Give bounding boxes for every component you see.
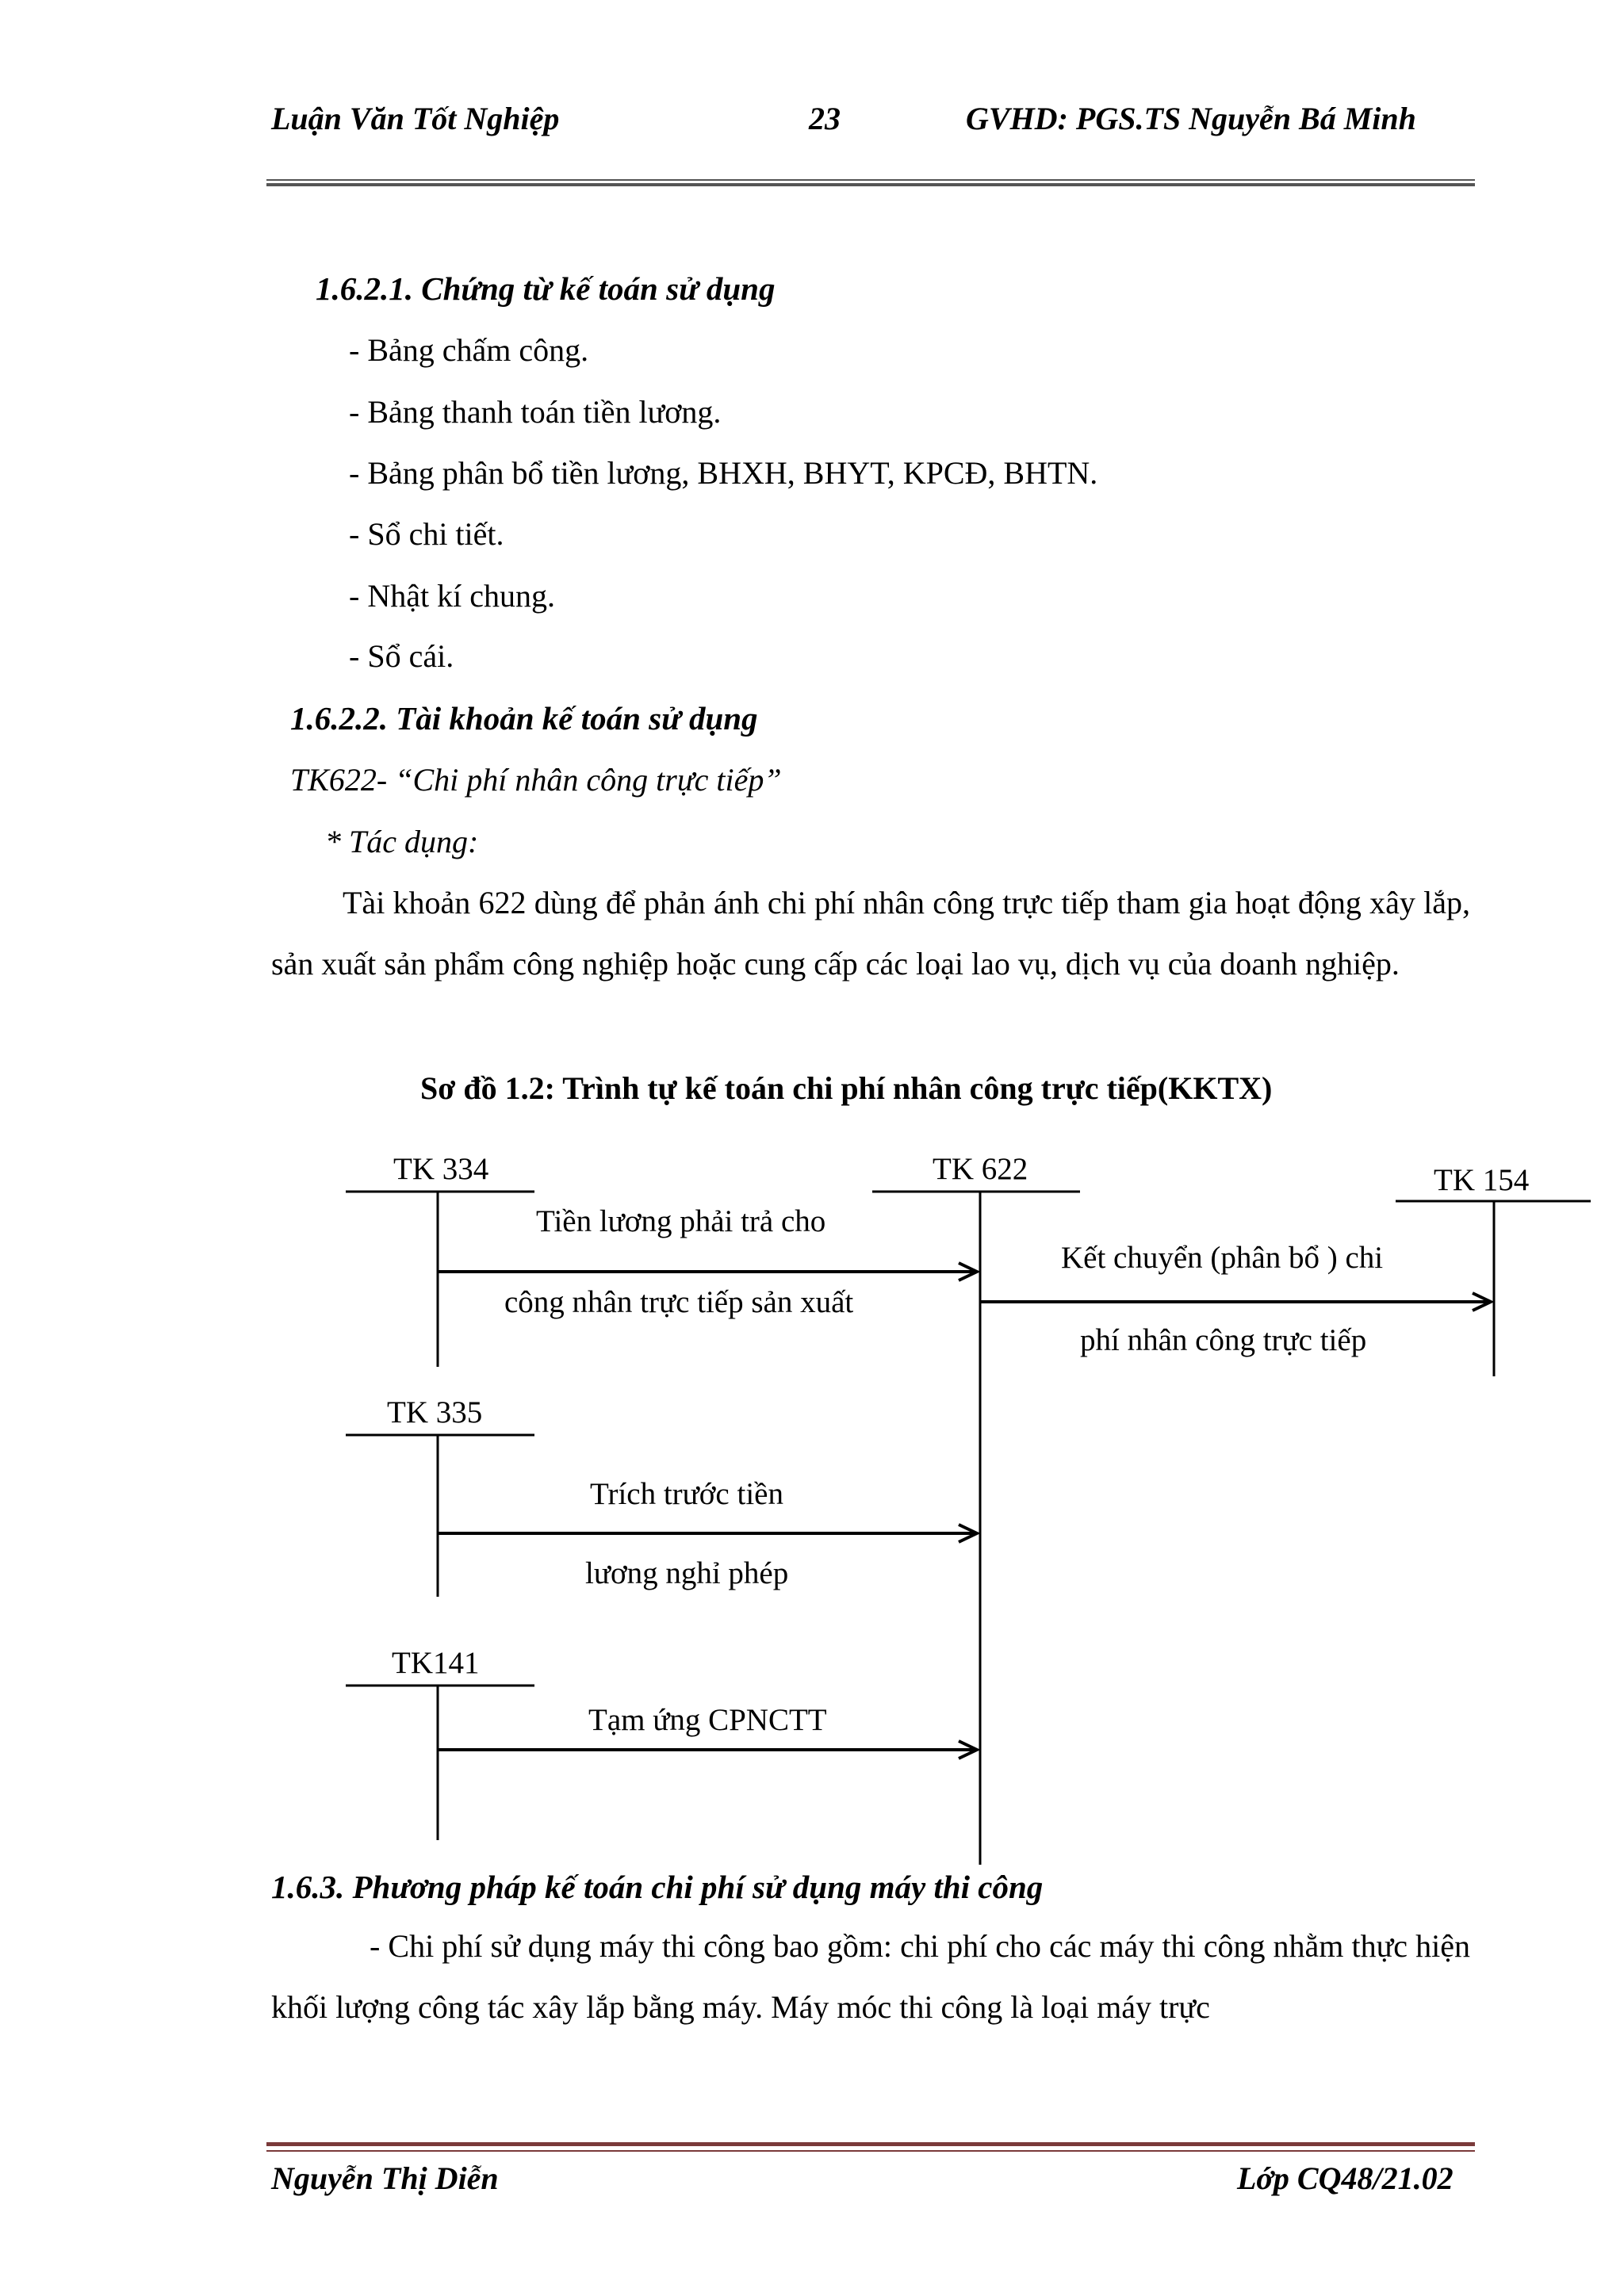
list-item: - Sổ cái. — [349, 638, 454, 674]
header-advisor: GVHD: PGS.TS Nguyễn Bá Minh — [966, 101, 1416, 136]
account-label-tk334: TK 334 — [393, 1152, 489, 1186]
section-heading-1621: 1.6.2.1. Chứng từ kế toán sử dụng — [316, 270, 776, 307]
usage-label: * Tác dụng: — [325, 824, 479, 859]
account-label-tk335: TK 335 — [387, 1395, 483, 1429]
flow-label-advance: Tạm ứng CPNCTT — [588, 1703, 827, 1737]
list-item: - Bảng chấm công. — [349, 332, 589, 368]
header-page-number: 23 — [809, 101, 841, 136]
section-heading-163: 1.6.3. Phương pháp kế toán chi phí sử dụng máy thi công — [271, 1869, 1044, 1905]
flow-label-accrual-bottom: lương nghỉ phép — [585, 1556, 789, 1590]
account-label-tk141: TK141 — [392, 1646, 480, 1680]
list-item: - Sổ chi tiết. — [349, 516, 504, 552]
list-item: - Nhật kí chung. — [349, 578, 555, 614]
account-label-tk622: TK 622 — [933, 1152, 1028, 1186]
flow-label-transfer-bottom: phí nhân công trực tiếp — [1080, 1323, 1367, 1357]
machine-cost-paragraph: - Chi phí sử dụng máy thi công bao gồm: chi phí cho các máy thi công nhằm thực hiện khối lượng công tác xây lắp bằng máy. Máy móc thi công là loại máy trực — [271, 1928, 1470, 2025]
list-item: - Bảng phân bổ tiền lương, BHXH, BHYT, KPCĐ, BHTN. — [349, 455, 1098, 491]
flow-label-transfer-top: Kết chuyển (phân bổ ) chi — [1061, 1241, 1384, 1275]
header-thesis-title: Luận Văn Tốt Nghiệp — [271, 101, 560, 136]
diagram-caption: Sơ đồ 1.2: Trình tự kế toán chi phí nhân công trực tiếp(KKTX) — [420, 1070, 1273, 1106]
footer-class: Lớp CQ48/21.02 — [1237, 2160, 1454, 2196]
flow-label-salary-bottom: công nhân trực tiếp sản xuất — [504, 1285, 854, 1319]
list-item: - Bảng thanh toán tiền lương. — [349, 394, 722, 430]
footer-author: Nguyễn Thị Diễn — [271, 2160, 499, 2196]
usage-paragraph: Tài khoản 622 dùng để phản ánh chi phí nhân công trực tiếp tham gia hoạt động xây lắp, sản xuất sản phẩm công nghiệp hoặc cung cấp các loại lao vụ, dịch vụ của doanh nghiệp. — [271, 885, 1470, 982]
flow-label-accrual-top: Trích trước tiền — [590, 1477, 783, 1511]
section-heading-1622: 1.6.2.2. Tài khoản kế toán sử dụng — [290, 700, 758, 737]
footer-rule-thin — [266, 2150, 1475, 2152]
flow-label-salary-top: Tiền lương phải trả cho — [536, 1204, 826, 1238]
account-name: TK622- “Chi phí nhân công trực tiếp” — [290, 762, 782, 798]
account-label-tk154: TK 154 — [1434, 1163, 1530, 1197]
footer-rule-thick — [266, 2142, 1475, 2146]
